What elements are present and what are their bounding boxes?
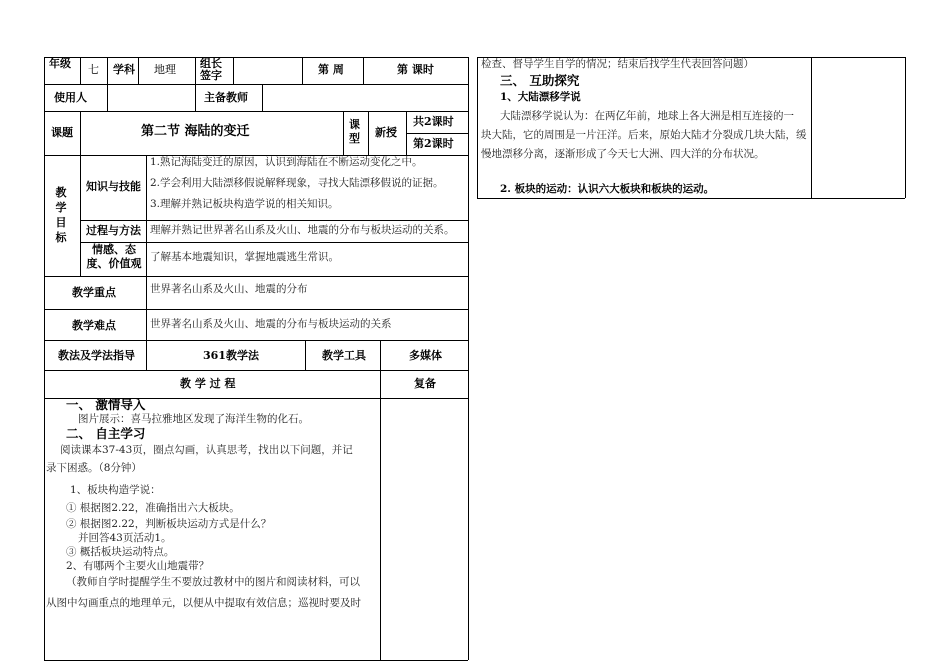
topic-value: 第二节 海陆的变迁 — [141, 124, 250, 139]
drift-subtitle: 1、大陆漂移学说 — [500, 91, 581, 103]
lesson-label: 第 课时 — [397, 63, 434, 76]
leader-sign-label: 组长签字 — [200, 57, 222, 82]
process-method-label: 过程与方法 — [86, 224, 141, 237]
week-label: 第 周 — [318, 63, 344, 76]
section-2-title: 二、 自主学习 — [66, 426, 146, 441]
section-1-title: 一、 激情导入 — [66, 397, 146, 412]
process-method-text: 理解并熟记世界著名山系及火山、地震的分布与板块运动的关系。 — [150, 224, 455, 236]
total-hours: 共2课时 — [413, 115, 454, 128]
key-point-text: 世界著名山系及火山、地震的分布 — [150, 283, 308, 295]
teacher-note-1: （教师自学时提醒学生不要放过教材中的图片和阅读材料，可以 — [66, 576, 360, 588]
grade-value: 七 — [88, 63, 99, 76]
objectives-label: 教学目标 — [55, 186, 67, 244]
knowledge-label: 知识与技能 — [86, 180, 141, 193]
lesson-type-label: 课型 — [349, 118, 360, 145]
knowledge-item-1: 1.熟记海陆变迁的原因，认识到海陆在不断运动变化之中。 — [150, 156, 423, 168]
plate-movement-subtitle: 2. 板块的运动：认识六大板块和板块的运动。 — [500, 183, 715, 195]
subject-label: 学科 — [113, 63, 135, 76]
process-title: 教 学 过 程 — [180, 377, 236, 390]
question-2: 2、有哪两个主要火山地震带？ — [66, 560, 210, 572]
current-hour: 第2课时 — [413, 137, 454, 150]
section-3-title: 三、 互助探究 — [500, 73, 580, 88]
grade-label: 年级 — [49, 57, 71, 70]
section-1-text: 图片展示：喜马拉雅地区发现了海洋生物的化石。 — [78, 413, 309, 425]
methods-label: 教法及学法指导 — [58, 349, 135, 362]
topic-label: 课题 — [51, 126, 73, 139]
tools-label: 教学工具 — [322, 349, 366, 362]
emotion-label: 情感、态度、价值观 — [86, 243, 142, 270]
difficulty-label: 教学难点 — [72, 319, 116, 332]
question-1-c: ③ 概括板块运动特点。 — [66, 546, 175, 558]
continuation-line: 检查、督导学生自学的情况；结束后找学生代表回答问题） — [481, 58, 754, 70]
difficulty-text: 世界著名山系及火山、地震的分布与板块运动的关系 — [150, 318, 392, 330]
section-2-intro-1: 阅读课本37-43页，圈点勾画，认真思考，找出以下问题，并记 — [60, 444, 353, 456]
question-1-b2: 并回答43页活动1。 — [78, 532, 172, 544]
subject-value: 地理 — [154, 63, 176, 76]
drift-paragraph-2: 块大陆，它的周围是一片汪洋。后来，原始大陆才分裂成几块大陆，缓 — [481, 129, 807, 141]
knowledge-item-2: 2.学会利用大陆漂移假说解释现象，寻找大陆漂移假说的证据。 — [150, 177, 444, 189]
knowledge-item-3: 3.理解并熟记板块构造学说的相关知识。 — [150, 198, 339, 210]
question-1: 1、板块构造学说： — [70, 484, 161, 496]
drift-paragraph-1: 大陆漂移学说认为：在两亿年前，地球上各大洲是相互连接的一 — [500, 110, 794, 122]
key-point-label: 教学重点 — [72, 286, 116, 299]
question-1-b: ② 根据图2.22，判断板块运动方式是什么？ — [66, 518, 272, 530]
prep-label: 复备 — [414, 377, 436, 390]
teacher-label: 主备教师 — [204, 91, 248, 104]
tools-value: 多媒体 — [409, 349, 442, 362]
methods-value: 361教学法 — [203, 349, 259, 362]
emotion-text: 了解基本地震知识，掌握地震逃生常识。 — [150, 251, 339, 263]
section-2-intro-2: 录下困惑。（8分钟） — [46, 462, 142, 474]
drift-paragraph-3: 慢地漂移分离，逐渐形成了今天七大洲、四大洋的分布状况。 — [481, 148, 765, 160]
question-1-a: ① 根据图2.22，准确指出六大板块。 — [66, 502, 240, 514]
lesson-type-value: 新授 — [375, 126, 397, 139]
teacher-note-2: 从图中勾画重点的地理单元，以便从中提取有效信息；巡视时要及时 — [46, 597, 361, 609]
user-label: 使用人 — [54, 91, 87, 104]
